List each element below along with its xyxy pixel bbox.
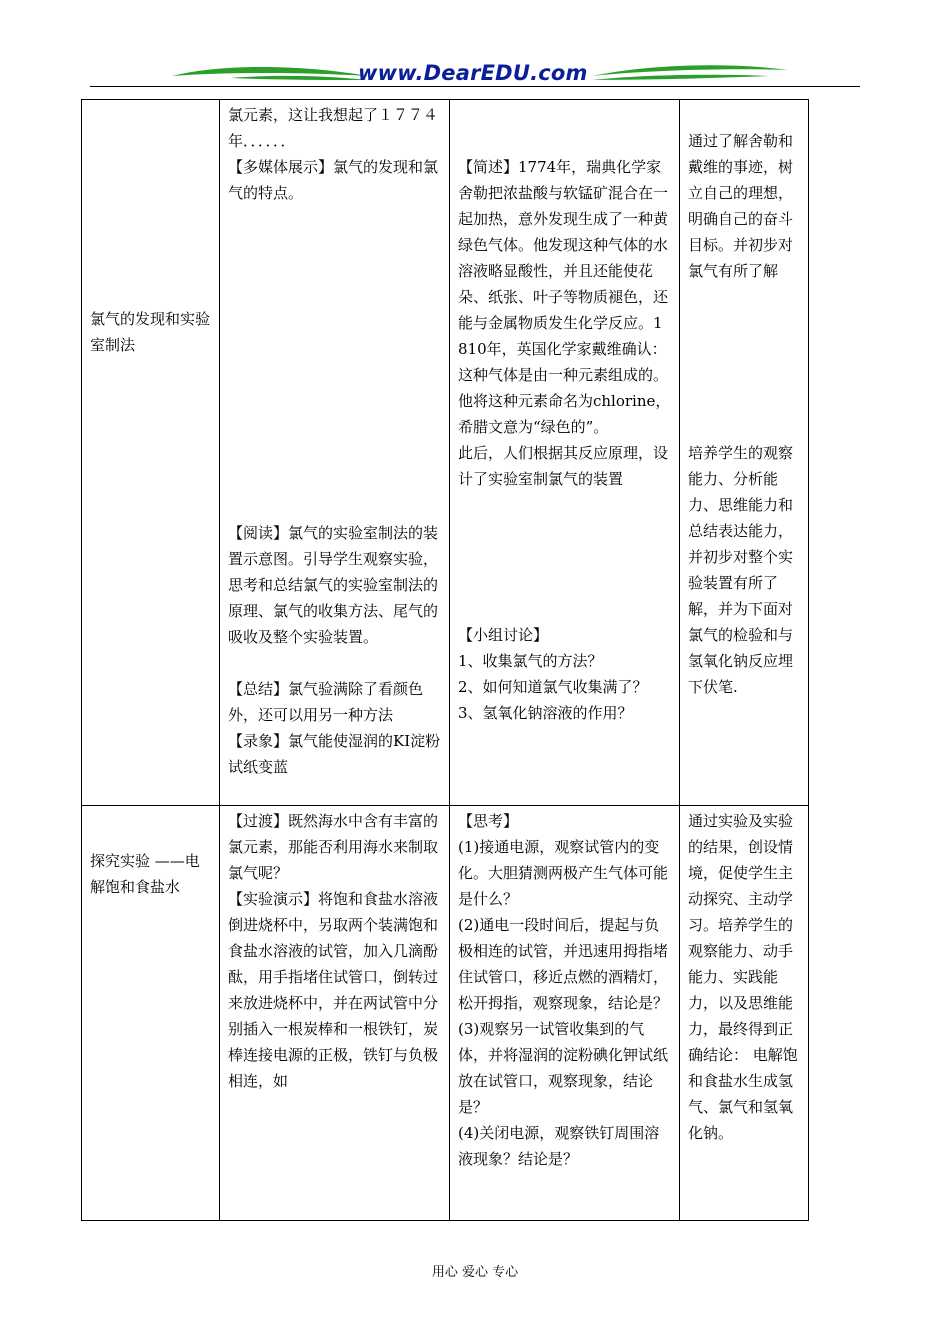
- intent-text: 通过了解舍勒和戴维的事迹，树立自己的理想，明确自己的奋斗目标。并初步对氯气有所了解: [688, 132, 794, 280]
- teacher-activity-cell: [220, 100, 450, 806]
- topic-cell: [82, 806, 220, 1221]
- page-header: [90, 58, 860, 90]
- header-rule: [90, 86, 860, 87]
- topic-cell: [82, 100, 220, 806]
- topic-text: 氯气的发现和实验室制法: [90, 309, 211, 354]
- teacher-text: 【总结】氯气验满除了看颜色外，还可以用另一种方法 【录象】氯气能使湿润的KI淀粉试纸变蓝: [228, 680, 441, 776]
- right-swoosh-icon: [590, 58, 790, 86]
- student-text: 【简述】1774年，瑞典化学家舍勒把浓盐酸与软锰矿混合在一起加热，意外发现生成了一种黄绿色气体。他发现这种气体的水溶液略显酸性，并且还能使花朵、纸张、叶子等物质褪色，还能与金属物质发生化学反应。1810年，英国化学家戴维确认：这种气体是由一种元素组成的。他将这种元素命名为chlorine，希腊文意为“绿色的”。 此后，人们根据其反应原理，设计了实验室制氯气的装置: [458, 158, 671, 488]
- teacher-text: 【阅读】氯气的实验室制法的装置示意图。引导学生观察实验，思考和总结氯气的实验室制法的原理、氯气的收集方法、尾气的吸收及整个实验装置。: [228, 524, 439, 646]
- teacher-activity-cell: [220, 806, 450, 1221]
- student-text: 【小组讨论】 1、收集氯气的方法？ 2、如何知道氯气收集满了？ 3、氢氧化钠溶液的作用？: [458, 626, 648, 722]
- teacher-text: 【过渡】既然海水中含有丰富的氯元素，那能否利用海水来制取氯气呢？ 【实验演示】将饱和食盐水溶液倒进烧杯中，另取两个装满饱和食盐水溶液的试管，加入几滴酚酞，用手指堵住试管口，倒转过来放进烧杯中，并在两试管中分别插入一根炭棒和一根铁钉，炭棒连接电源的正极，铁钉与负极相连，如: [228, 812, 439, 1090]
- intent-text: 培养学生的观察能力、分析能力、思维能力和总结表达能力，并初步对整个实验装置有所了解，并为下面对氯气的检验和与氢氧化钠反应埋下伏笔.: [688, 444, 794, 696]
- site-logo: www.DearEDU.com: [358, 61, 588, 85]
- topic-text: 探究实验 ——电解饱和食盐水: [90, 852, 200, 896]
- student-activity-cell: [450, 806, 680, 1221]
- table-row: [82, 100, 809, 806]
- student-activity-cell: [450, 100, 680, 806]
- lesson-plan-table: [81, 99, 809, 1221]
- table-row: [82, 806, 809, 1221]
- student-text: 【思考】 (1)接通电源，观察试管内的变化。大胆猜测两极产生气体可能是什么？ (2)通电一段时间后，提起与负极相连的试管，并迅速用拇指堵住试管口，移近点燃的酒精灯，松开拇指，观察现象，结论是？ (3)观察另一试管收集到的气体，并将湿润的淀粉碘化钾试纸放在试管口，观察现象，结论是？ (4)关闭电源，观察铁钉周围溶液现象？结论是？: [458, 812, 669, 1168]
- design-intent-cell: [680, 806, 809, 1221]
- teacher-text: 氯元素，这让我想起了１７７４年．．．．．． 【多媒体展示】氯气的发现和氯气的特点。: [228, 106, 439, 202]
- left-swoosh-icon: [170, 58, 370, 86]
- page-footer: 用心 爱心 专心: [431, 1265, 519, 1280]
- design-intent-cell: [680, 100, 809, 806]
- intent-text: 通过实验及实验的结果，创设情境，促使学生主动探究、主动学习。培养学生的观察能力、动手能力、实践能力，以及思维能力，最终得到正确结论： 电解饱和食盐水生成氢气、氯气和氢氧化钠。: [688, 812, 798, 1142]
